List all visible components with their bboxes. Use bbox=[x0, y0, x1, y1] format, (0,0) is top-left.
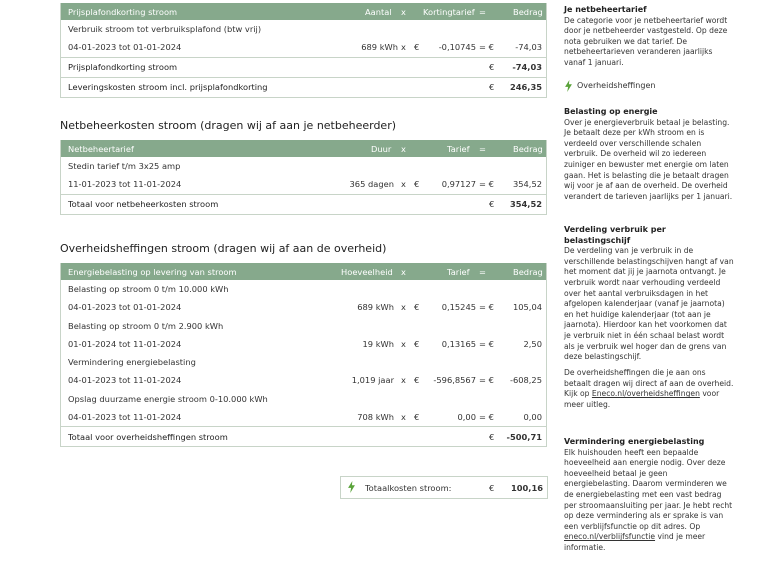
verdeling-info bbox=[564, 225, 734, 363]
netbeheer-title: Netbeheerkosten stroom (dragen wij af aan je netbeheerder) bbox=[60, 119, 397, 132]
header-bedrag: Bedrag bbox=[513, 6, 543, 17]
belasting-info bbox=[564, 107, 734, 202]
total-value: -74,03 bbox=[512, 62, 542, 72]
afdracht-text: De overheidsheffingen die je aan ons betaalt dragen wij direct af aan de overheid. Kijk op bbox=[564, 368, 734, 399]
verdeling-info-text: De verdeling van je verbruik in de verschillende belastingschijven hangt af van het moment dat jij je jaarnota ontvangt. Je verbruik wordt naar verhouding verdeeld over het aantal verbruiksdagen in het afgelopen kalenderjaar (vanaf je jaarnota) en het huidige kalenderjaar (tot aan je jaarnota). Hierdoor kan het voorkomen dat je verbruik niet in één schaal belast wordt als je verbruik wel hoger dan de grens van deze belastingschijf. bbox=[564, 246, 734, 362]
verblijfsfunctie-link[interactable]: eneco.nl/verblijfsfunctie bbox=[564, 532, 656, 542]
total-row bbox=[61, 57, 546, 77]
levering-row bbox=[61, 77, 546, 97]
row-cur: € bbox=[414, 375, 420, 386]
row-eq: = € bbox=[479, 375, 494, 386]
overheidsheffingen-link[interactable]: Eneco.nl/overheidsheffingen bbox=[591, 389, 700, 399]
total-label: Prijsplafondkorting stroom bbox=[68, 62, 178, 72]
vermindering-paragraph bbox=[564, 448, 734, 554]
row-x: x bbox=[401, 375, 406, 386]
verdeling-info-title: Verdeling verbruik per belastingschijf bbox=[564, 225, 666, 245]
levering-value: 246,35 bbox=[509, 82, 542, 92]
row-cur: € bbox=[414, 179, 420, 190]
row-bedrag: 0,00 bbox=[523, 411, 542, 422]
vermindering-info bbox=[564, 437, 734, 554]
row-period: 04-01-2023 tot 01-01-2024 bbox=[68, 42, 182, 53]
total-cur: € bbox=[489, 62, 495, 72]
overheid-heading bbox=[564, 80, 734, 92]
row-tarief: -596,8567 bbox=[433, 375, 476, 386]
row-period: 04-01-2023 tot 01-01-2024 bbox=[68, 302, 182, 313]
row-period: 11-01-2023 tot 11-01-2024 bbox=[68, 179, 182, 190]
table-header bbox=[61, 263, 546, 280]
row-tarief: 0,00 bbox=[457, 411, 476, 422]
grand-total-label: Totaalkosten stroom: bbox=[365, 482, 452, 493]
header-title: Energiebelasting op levering van stroom bbox=[68, 266, 237, 277]
row-desc bbox=[61, 317, 546, 335]
row-tarief: 0,13165 bbox=[441, 338, 476, 349]
total-cur: € bbox=[489, 431, 495, 442]
header-x: x bbox=[401, 143, 406, 154]
overheid-label: Overheidsheffingen bbox=[577, 80, 656, 90]
header-title: Netbeheertarief bbox=[68, 143, 134, 154]
row-x: x bbox=[401, 179, 406, 190]
row-cur: € bbox=[414, 338, 420, 349]
netbeheer-info-title: Je netbeheertarief bbox=[564, 5, 647, 14]
netbeheer-info-text: De categorie voor je netbeheertarief wordt door je netbeheerder vastgesteld. Op deze nota gebruiken we dat tarief. De netbeheertarieven veranderen jaarlijks vanaf 1 januari. bbox=[564, 15, 728, 67]
header-duur: Duur bbox=[371, 143, 392, 154]
row-bedrag: -74,03 bbox=[515, 42, 542, 53]
lightning-icon bbox=[347, 481, 356, 493]
row-description: Belasting op stroom 0 t/m 10.000 kWh bbox=[68, 284, 229, 294]
grand-total-value: 100,16 bbox=[510, 482, 543, 493]
row-tarief: 0,97127 bbox=[441, 179, 476, 190]
row-amount: 19 kWh bbox=[362, 338, 394, 349]
row-cur: € bbox=[414, 411, 420, 422]
total-row bbox=[61, 426, 546, 446]
afdracht-suffix: voor meer uitleg. bbox=[564, 389, 720, 409]
row-cur: € bbox=[414, 42, 420, 53]
row-eq: = € bbox=[479, 338, 494, 349]
table-row bbox=[61, 38, 546, 57]
vermindering-suffix: vind je meer informatie. bbox=[564, 532, 706, 552]
header-aantal: Aantal bbox=[365, 6, 392, 17]
table-row bbox=[61, 408, 546, 427]
row-x: x bbox=[401, 411, 406, 422]
row-x: x bbox=[401, 302, 406, 313]
total-row bbox=[61, 194, 546, 214]
row-eq: = € bbox=[479, 42, 494, 53]
row-bedrag: 354,52 bbox=[512, 179, 542, 190]
row-amount: 1,019 jaar bbox=[351, 375, 394, 386]
table-header bbox=[61, 140, 546, 157]
afdracht-paragraph bbox=[564, 368, 734, 410]
grand-total-cur: € bbox=[489, 482, 495, 493]
total-value: -500,71 bbox=[506, 431, 542, 442]
header-title: Prijsplafondkorting stroom bbox=[68, 6, 178, 17]
prijsplafond-table bbox=[60, 3, 547, 98]
total-label: Totaal voor overheidsheffingen stroom bbox=[68, 431, 228, 442]
row-amount: 689 kWh bbox=[361, 42, 398, 53]
table-row bbox=[61, 335, 546, 354]
header-tarief: Tarief bbox=[447, 266, 470, 277]
levering-label: Leveringskosten stroom incl. prijsplafondkorting bbox=[68, 82, 268, 92]
row-description: Stedin tarief t/m 3x25 amp bbox=[68, 161, 181, 171]
row-amount: 708 kWh bbox=[357, 411, 394, 422]
row-bedrag: -608,25 bbox=[509, 375, 542, 386]
table-row bbox=[61, 175, 546, 194]
row-description: Vermindering energiebelasting bbox=[68, 357, 196, 367]
row-description: Opslag duurzame energie stroom 0-10.000 kWh bbox=[68, 393, 268, 404]
row-bedrag: 105,04 bbox=[512, 302, 542, 313]
row-period: 04-01-2023 tot 11-01-2024 bbox=[68, 411, 182, 422]
row-x: x bbox=[401, 338, 406, 349]
header-tarief: Tarief bbox=[447, 143, 470, 154]
row-cur: € bbox=[414, 302, 420, 313]
row-x: x bbox=[401, 42, 406, 53]
netbeheer-info bbox=[564, 5, 734, 69]
belasting-info-title: Belasting op energie bbox=[564, 107, 658, 116]
header-eq: = bbox=[479, 6, 486, 17]
lightning-icon bbox=[564, 80, 573, 92]
row-desc bbox=[61, 280, 546, 298]
table-header bbox=[61, 3, 546, 20]
header-bedrag: Bedrag bbox=[513, 266, 543, 277]
table-row bbox=[61, 298, 546, 317]
header-hoeveelheid: Hoeveelheid bbox=[341, 266, 393, 277]
levering-cur: € bbox=[489, 82, 495, 92]
header-eq: = bbox=[479, 266, 486, 277]
total-cur: € bbox=[489, 199, 495, 209]
row-description: Verbruik stroom tot verbruiksplafond (btw vrij) bbox=[68, 24, 262, 34]
row-desc bbox=[61, 157, 546, 175]
table-row bbox=[61, 371, 546, 390]
netbeheer-table bbox=[60, 140, 547, 215]
row-tarief: -0,10745 bbox=[438, 42, 476, 53]
row-period: 04-01-2023 tot 11-01-2024 bbox=[68, 375, 182, 386]
vermindering-text: Elk huishouden heeft een bepaalde hoeveelheid aan energie nodig. Over deze hoeveelheid betaal je geen energiebelasting. Daarom verminderen we de energiebelasting met een vast bedrag per stroomaansluiting per jaar. Je hebt recht op deze vermindering als er sprake is van een verblijfsfunctie op dit adres. Op bbox=[564, 447, 733, 531]
row-period: 01-01-2024 tot 11-01-2024 bbox=[68, 338, 182, 349]
header-x: x bbox=[401, 266, 406, 277]
row-eq: = € bbox=[479, 411, 494, 422]
total-value: 354,52 bbox=[509, 199, 542, 209]
vermindering-info-title: Vermindering energiebelasting bbox=[564, 437, 705, 446]
overheid-table bbox=[60, 263, 547, 447]
row-description: Belasting op stroom 0 t/m 2.900 kWh bbox=[68, 320, 224, 331]
header-bedrag: Bedrag bbox=[513, 143, 543, 154]
row-desc bbox=[61, 20, 546, 38]
row-amount: 365 dagen bbox=[349, 179, 394, 190]
afdracht-info bbox=[564, 368, 734, 410]
header-eq: = bbox=[479, 143, 486, 154]
row-desc bbox=[61, 390, 546, 408]
row-eq: = € bbox=[479, 302, 494, 313]
row-bedrag: 2,50 bbox=[523, 338, 542, 349]
row-eq: = € bbox=[479, 179, 494, 190]
grand-total-box bbox=[340, 476, 548, 499]
belasting-info-text: Over je energieverbruik betaal je belasting. Je betaalt deze per kWh stroom en is verdeeld over verschillende schalen verbruik. De overheid wil zo iedereen zuiniger en bewuster met energie om laten gaan. Het is belasting die je betaalt dragen wij voor je af aan de overheid. De overheid verandert de tarieven jaarlijks per 1 januari. bbox=[564, 117, 733, 201]
row-tarief: 0,15245 bbox=[441, 302, 476, 313]
overheid-title: Overheidsheffingen stroom (dragen wij af aan de overheid) bbox=[60, 242, 387, 255]
row-amount: 689 kWh bbox=[357, 302, 394, 313]
row-desc bbox=[61, 353, 546, 371]
header-tarief: Kortingtarief bbox=[423, 6, 475, 17]
header-x: x bbox=[401, 6, 406, 17]
total-label: Totaal voor netbeheerkosten stroom bbox=[68, 199, 219, 209]
